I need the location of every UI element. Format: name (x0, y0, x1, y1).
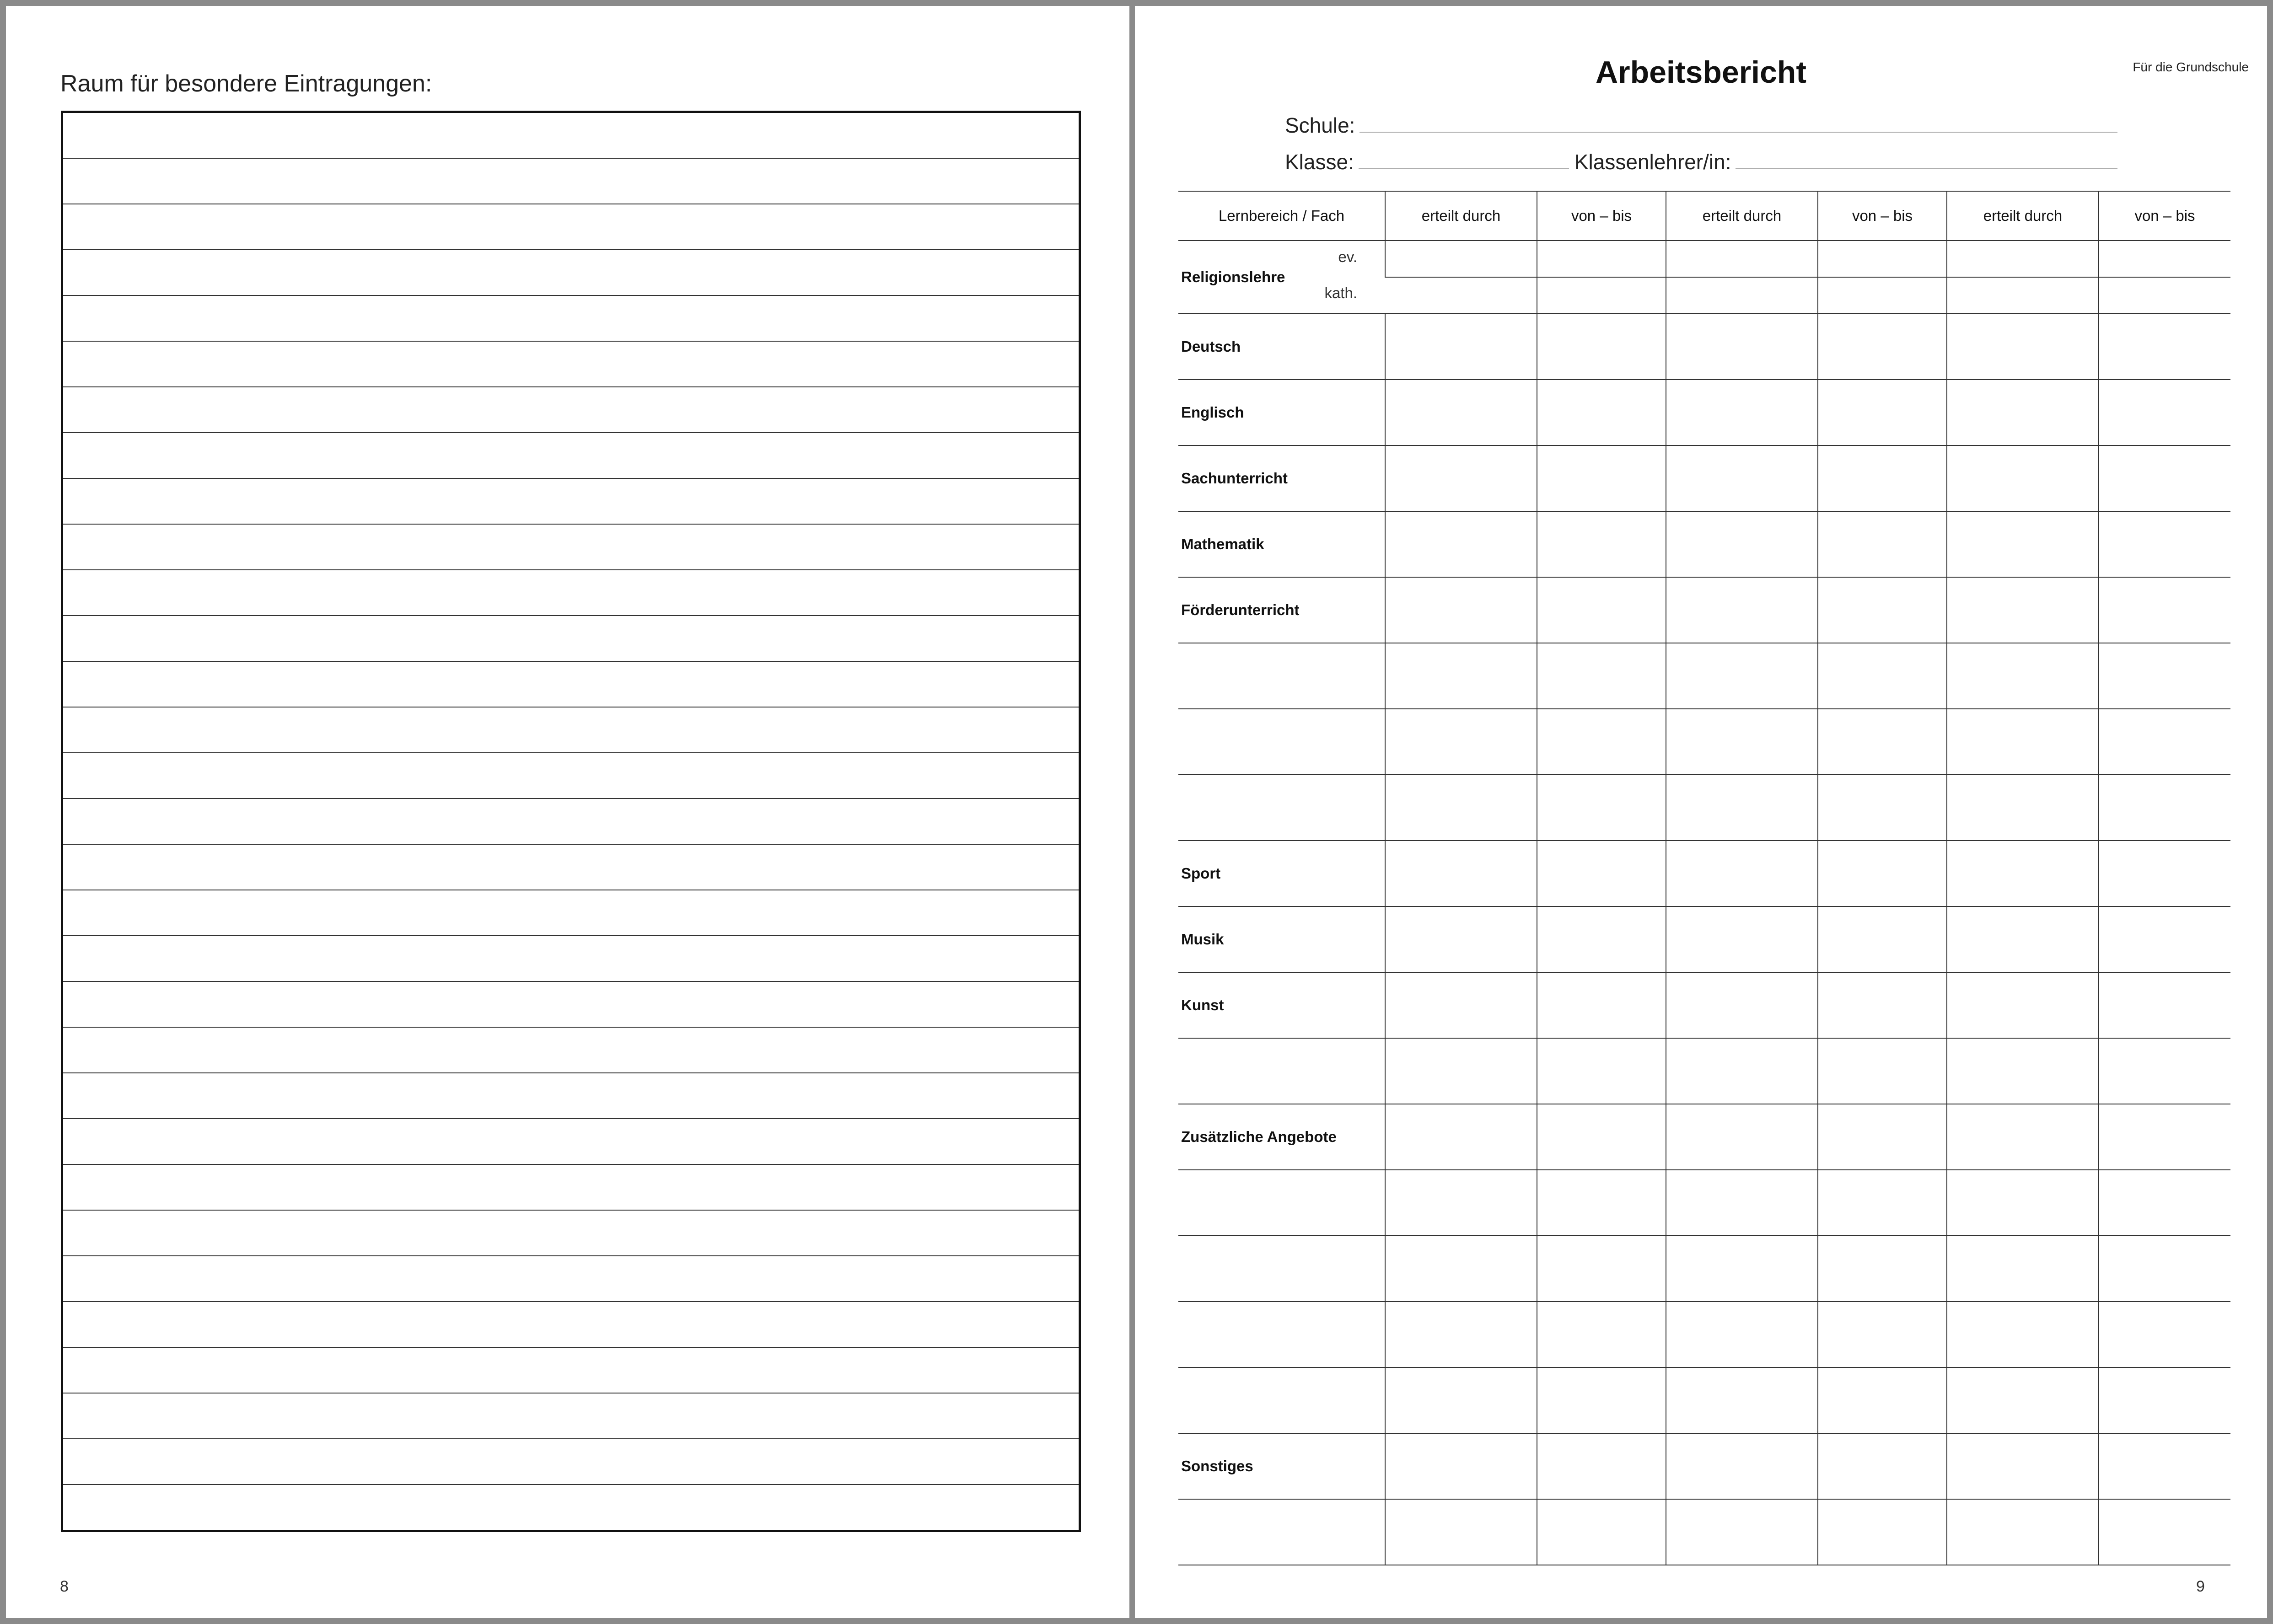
table-cell[interactable] (1537, 1302, 1666, 1367)
table-cell[interactable] (1666, 775, 1818, 841)
table-cell[interactable] (1947, 445, 2099, 511)
subject-cell: Sonstiges (1178, 1433, 1385, 1499)
table-cell[interactable] (1666, 1170, 1818, 1236)
table-cell[interactable] (2099, 1499, 2230, 1565)
subject-cell[interactable] (1178, 1367, 1385, 1433)
table-cell[interactable] (1818, 906, 1947, 972)
table-cell[interactable] (1537, 241, 1666, 277)
table-cell[interactable] (1385, 906, 1537, 972)
subject-cell[interactable] (1178, 775, 1385, 841)
header-from-to-2: von – bis (1818, 191, 1947, 241)
table-cell[interactable] (1385, 314, 1537, 380)
subject-cell: Förderunterricht (1178, 577, 1385, 643)
table-cell[interactable] (1947, 577, 2099, 643)
table-cell[interactable] (1385, 1038, 1537, 1104)
subject-cell: Mathematik (1178, 511, 1385, 577)
table-cell[interactable] (2099, 643, 2230, 709)
ruled-line[interactable] (63, 478, 1079, 524)
notes-ruled-box[interactable] (61, 111, 1081, 1532)
subject-cell: Kunst (1178, 972, 1385, 1038)
table-cell[interactable] (1818, 972, 1947, 1038)
ruled-line[interactable] (63, 386, 1079, 432)
table-cell[interactable] (1947, 1170, 2099, 1236)
subject-cell[interactable] (1178, 643, 1385, 709)
table-row (1178, 906, 2230, 972)
table-cell[interactable] (1666, 972, 1818, 1038)
religion-cell (1178, 241, 1385, 314)
header-subject: Lernbereich / Fach (1178, 191, 1385, 241)
table-cell[interactable] (2099, 445, 2230, 511)
ruled-line[interactable] (63, 1438, 1079, 1484)
header-from-to-3: von – bis (2099, 191, 2230, 241)
ruled-line[interactable] (63, 935, 1079, 981)
subject-cell[interactable] (1178, 1499, 1385, 1565)
table-cell[interactable] (1385, 1433, 1537, 1499)
table-cell[interactable] (1385, 841, 1537, 906)
subject-cell[interactable] (1178, 1170, 1385, 1236)
page-number-left: 8 (60, 1578, 69, 1595)
subject-cell[interactable] (1178, 1236, 1385, 1302)
ruled-line[interactable] (63, 249, 1079, 295)
table-cell[interactable] (1947, 380, 2099, 445)
table-cell[interactable] (1537, 511, 1666, 577)
ruled-line[interactable] (63, 615, 1079, 661)
table-cell[interactable] (2099, 1367, 2230, 1433)
table-cell[interactable] (2099, 775, 2230, 841)
header-taught-by-1: erteilt durch (1385, 191, 1537, 241)
table-cell[interactable] (1947, 1499, 2099, 1565)
table-cell[interactable] (1666, 380, 1818, 445)
subject-cell: Zusätzliche Angebote (1178, 1104, 1385, 1170)
right-page (1135, 6, 2267, 1618)
table-cell[interactable] (1537, 643, 1666, 709)
table-cell[interactable] (1818, 1038, 1947, 1104)
table-cell[interactable] (1947, 972, 2099, 1038)
subject-cell[interactable] (1178, 1038, 1385, 1104)
subject-cell[interactable] (1178, 1302, 1385, 1367)
table-cell[interactable] (1947, 1236, 2099, 1302)
table-cell[interactable] (1385, 972, 1537, 1038)
table-cell[interactable] (2099, 1433, 2230, 1499)
table-cell[interactable] (1818, 1302, 1947, 1367)
table-cell[interactable] (2099, 972, 2230, 1038)
table-cell[interactable] (1537, 1367, 1666, 1433)
table-cell[interactable] (1537, 972, 1666, 1038)
school-label: Schule: (1285, 113, 1355, 137)
ruled-line[interactable] (63, 341, 1079, 386)
table-cell[interactable] (1385, 1236, 1537, 1302)
ruled-line[interactable] (63, 204, 1079, 249)
religion-ev-label: ev. (1338, 248, 1357, 265)
table-cell[interactable] (1818, 1104, 1947, 1170)
table-cell[interactable] (2099, 511, 2230, 577)
table-cell[interactable] (1385, 775, 1537, 841)
table-cell[interactable] (2099, 1038, 2230, 1104)
table-cell[interactable] (1666, 1367, 1818, 1433)
ruled-line[interactable] (63, 1210, 1079, 1255)
table-cell[interactable] (1818, 577, 1947, 643)
table-cell[interactable] (1537, 1104, 1666, 1170)
table-cell[interactable] (1666, 277, 1818, 314)
table-cell[interactable] (1385, 277, 1537, 314)
table-row (1178, 314, 2230, 380)
table-cell[interactable] (1666, 445, 1818, 511)
table-cell[interactable] (2099, 241, 2230, 277)
table-cell[interactable] (1385, 577, 1537, 643)
table-cell[interactable] (1666, 511, 1818, 577)
ruled-line[interactable] (63, 113, 1079, 158)
table-cell[interactable] (2099, 277, 2230, 314)
table-cell[interactable] (1818, 1499, 1947, 1565)
left-page (6, 6, 1129, 1618)
header-from-to-1: von – bis (1537, 191, 1666, 241)
table-cell[interactable] (1947, 775, 2099, 841)
table-cell[interactable] (1947, 1038, 2099, 1104)
table-cell[interactable] (1947, 1302, 2099, 1367)
ruled-line[interactable] (63, 981, 1079, 1027)
table-row (1178, 775, 2230, 841)
ruled-line[interactable] (63, 432, 1079, 478)
ruled-line[interactable] (63, 158, 1079, 204)
ruled-line[interactable] (63, 798, 1079, 844)
table-cell[interactable] (1537, 906, 1666, 972)
table-row (1178, 1302, 2230, 1367)
table-row (1178, 1170, 2230, 1236)
table-cell[interactable] (1666, 643, 1818, 709)
ruled-line[interactable] (63, 1393, 1079, 1438)
table-cell[interactable] (1537, 445, 1666, 511)
table-row (1178, 1499, 2230, 1565)
work-report-table (1178, 191, 2230, 1565)
table-cell[interactable] (1537, 1433, 1666, 1499)
table-cell[interactable] (1666, 906, 1818, 972)
table-cell[interactable] (1385, 1499, 1537, 1565)
table-row (1178, 1367, 2230, 1433)
table-row (1178, 511, 2230, 577)
subject-cell: Englisch (1178, 380, 1385, 445)
table-cell[interactable] (1537, 775, 1666, 841)
table-cell[interactable] (1385, 1170, 1537, 1236)
subject-cell: Sachunterricht (1178, 445, 1385, 511)
table-cell[interactable] (1818, 445, 1947, 511)
ruled-line[interactable] (63, 752, 1079, 798)
table-cell[interactable] (1818, 380, 1947, 445)
document-subtitle: Für die Grundschule (2133, 60, 2249, 74)
table-cell[interactable] (1947, 1104, 2099, 1170)
teacher-label: Klassenlehrer/in: (1574, 150, 1731, 174)
table-cell[interactable] (1385, 1104, 1537, 1170)
table-cell[interactable] (2099, 1104, 2230, 1170)
table-cell[interactable] (1818, 643, 1947, 709)
table-cell[interactable] (1666, 1433, 1818, 1499)
table-cell[interactable] (2099, 1170, 2230, 1236)
table-row (1178, 972, 2230, 1038)
table-cell[interactable] (1385, 445, 1537, 511)
table-cell[interactable] (1666, 241, 1818, 277)
table-cell[interactable] (2099, 906, 2230, 972)
religion-label: Religionslehre (1181, 268, 1285, 285)
table-cell[interactable] (2099, 577, 2230, 643)
table-cell[interactable] (1947, 511, 2099, 577)
table-cell[interactable] (1385, 380, 1537, 445)
table-cell[interactable] (2099, 380, 2230, 445)
class-teacher-field-row (1285, 150, 2117, 174)
table-row (1178, 445, 2230, 511)
table-cell[interactable] (1666, 1236, 1818, 1302)
ruled-line[interactable] (63, 1255, 1079, 1301)
document-title: Arbeitsbericht (1596, 55, 1806, 90)
table-cell[interactable] (1385, 241, 1537, 277)
table-cell[interactable] (1818, 841, 1947, 906)
header-taught-by-3: erteilt durch (1947, 191, 2099, 241)
table-row (1178, 709, 2230, 775)
table-cell[interactable] (1385, 643, 1537, 709)
table-row (1178, 1104, 2230, 1170)
ruled-line[interactable] (63, 1164, 1079, 1210)
table-cell[interactable] (2099, 841, 2230, 906)
table-cell[interactable] (1537, 1170, 1666, 1236)
table-row (1178, 841, 2230, 906)
table-cell[interactable] (1818, 775, 1947, 841)
school-field-row (1285, 113, 2117, 138)
table-row (1178, 1038, 2230, 1104)
ruled-line[interactable] (63, 1301, 1079, 1347)
table-cell[interactable] (1818, 314, 1947, 380)
school-input-line[interactable] (1360, 121, 2117, 133)
table-cell[interactable] (1385, 1367, 1537, 1433)
table-cell[interactable] (1818, 241, 1947, 277)
table-cell[interactable] (2099, 709, 2230, 775)
table-cell[interactable] (1537, 314, 1666, 380)
ruled-line[interactable] (63, 1347, 1079, 1393)
ruled-line[interactable] (63, 295, 1079, 341)
ruled-line[interactable] (63, 1027, 1079, 1072)
table-row (1178, 1433, 2230, 1499)
ruled-line[interactable] (63, 1072, 1079, 1118)
table-cell[interactable] (1385, 709, 1537, 775)
table-cell[interactable] (1666, 1499, 1818, 1565)
table-cell[interactable] (1666, 841, 1818, 906)
ruled-line[interactable] (63, 707, 1079, 752)
ruled-line[interactable] (63, 1484, 1079, 1530)
table-cell[interactable] (1947, 241, 2099, 277)
table-row (1178, 577, 2230, 643)
table-cell[interactable] (1666, 1038, 1818, 1104)
table-cell[interactable] (1385, 1302, 1537, 1367)
notes-caption: Raum für besondere Eintragungen: (60, 70, 432, 97)
religion-kath-label: kath. (1324, 284, 1357, 301)
table-cell[interactable] (1947, 314, 2099, 380)
table-cell[interactable] (1666, 1302, 1818, 1367)
subject-cell[interactable] (1178, 709, 1385, 775)
page-number-right: 9 (2196, 1578, 2205, 1595)
table-cell[interactable] (1537, 1236, 1666, 1302)
ruled-line[interactable] (63, 890, 1079, 935)
table-cell[interactable] (1818, 1236, 1947, 1302)
table-cell[interactable] (1537, 841, 1666, 906)
table-cell[interactable] (1666, 314, 1818, 380)
table-cell[interactable] (1666, 709, 1818, 775)
class-input-line[interactable] (1359, 157, 1569, 169)
table-cell[interactable] (1947, 906, 2099, 972)
table-cell[interactable] (1947, 1367, 2099, 1433)
table-cell[interactable] (2099, 314, 2230, 380)
table-cell[interactable] (1947, 1433, 2099, 1499)
table-cell[interactable] (1537, 577, 1666, 643)
table-row-religion-ev (1178, 241, 2230, 277)
subject-cell: Sport (1178, 841, 1385, 906)
table-cell[interactable] (1537, 1499, 1666, 1565)
table-cell[interactable] (1818, 511, 1947, 577)
class-label: Klasse: (1285, 150, 1354, 174)
ruled-line[interactable] (63, 661, 1079, 707)
ruled-line[interactable] (63, 569, 1079, 615)
table-row (1178, 643, 2230, 709)
table-cell[interactable] (1537, 709, 1666, 775)
table-cell[interactable] (1818, 1433, 1947, 1499)
table-cell[interactable] (1666, 1104, 1818, 1170)
ruled-line[interactable] (63, 524, 1079, 569)
table-cell[interactable] (1947, 841, 2099, 906)
table-cell[interactable] (1818, 277, 1947, 314)
table-cell[interactable] (2099, 1236, 2230, 1302)
table-cell[interactable] (1537, 277, 1666, 314)
subject-cell: Deutsch (1178, 314, 1385, 380)
table-cell[interactable] (1666, 577, 1818, 643)
ruled-line[interactable] (63, 1118, 1079, 1164)
table-row (1178, 1236, 2230, 1302)
table-cell[interactable] (1947, 709, 2099, 775)
subject-cell: Musik (1178, 906, 1385, 972)
table-cell[interactable] (1537, 380, 1666, 445)
table-cell[interactable] (1537, 1038, 1666, 1104)
table-cell[interactable] (2099, 1302, 2230, 1367)
header-taught-by-2: erteilt durch (1666, 191, 1818, 241)
table-header-row (1178, 191, 2230, 241)
table-cell[interactable] (1818, 1367, 1947, 1433)
table-row (1178, 380, 2230, 445)
table-cell[interactable] (1947, 277, 2099, 314)
table-cell[interactable] (1818, 1170, 1947, 1236)
ruled-line[interactable] (63, 844, 1079, 890)
table-cell[interactable] (1947, 643, 2099, 709)
table-cell[interactable] (1818, 709, 1947, 775)
table-cell[interactable] (1385, 511, 1537, 577)
teacher-input-line[interactable] (1736, 157, 2117, 169)
